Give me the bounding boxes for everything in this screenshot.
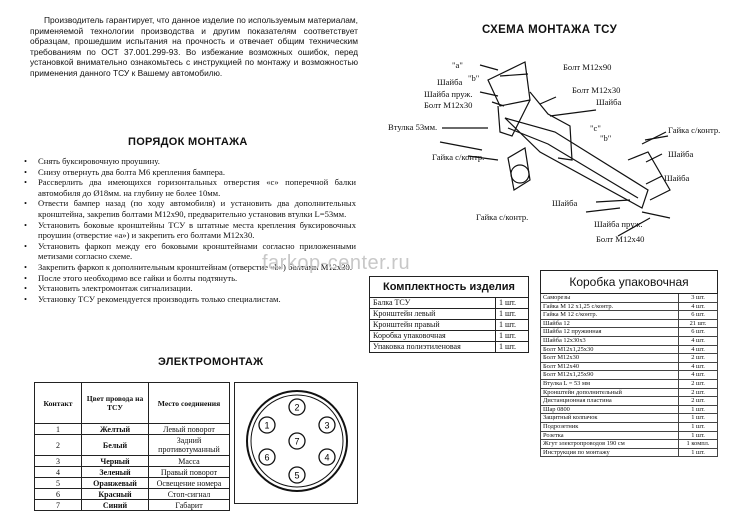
label-bolt-m12x30: Болт М12х30 [572, 85, 621, 95]
main-beam [505, 118, 648, 208]
socket-frame [234, 382, 358, 504]
step-item: • Закрепить фаркоп к дополнительным кронштейнам (отверстие «b») болтами М12х30. [22, 262, 356, 273]
step-item: • Установить боковые кронштейны ТСУ в штатные места крепления буксировочных проушин (отверстие «а») и закрепить его болтами М12х30. [22, 220, 356, 241]
item-cell: Гайка М 12 х1,25 с/контр. [541, 302, 679, 311]
color-cell: Черный [82, 456, 149, 467]
label-point-b2: "b" [600, 133, 612, 143]
qty-cell: 2 шт. [679, 379, 718, 388]
item-cell: Розетка [541, 431, 679, 440]
socket-pin [259, 417, 275, 433]
table-row [541, 294, 718, 303]
socket-diagram [235, 383, 357, 503]
table-row [541, 422, 718, 431]
table-row [35, 489, 230, 500]
label-nut: Гайка с/контр. [476, 212, 529, 222]
label-point-c: "с" [590, 123, 601, 133]
item-cell: Шар 0800 [541, 405, 679, 414]
table-row [541, 414, 718, 423]
step-item: • Отвести бампер назад (по ходу автомобиля) и установить два дополнительных кронштейна, закрепив болтами М12х90, предварительно установив втулки L=53мм. [22, 198, 356, 219]
item-cell: Кронштейн дополнительный [541, 388, 679, 397]
qty-cell: 4 шт. [679, 302, 718, 311]
place-cell: Правый поворот [149, 467, 230, 478]
step-item: • Установить электромонтаж сигнализации. [22, 283, 356, 294]
intro-text: Производитель гарантирует, что данное изделие по используемым материалам, применяемой технологии производства и другим показателям соответствует образцам, прошедшим испытания на прочность и отвечает общим техническим требованиям по ОСТ 37.001.299-93. Во избежание возможных ошибок, перед установкой внимательно ознакомьтесь с инструкцией по монтажу и возможностью применения данного ТСУ к Вашему автомобилю. [30, 15, 358, 78]
place-cell: Стоп-сигнал [149, 489, 230, 500]
kit-title: Комплектность изделия [370, 277, 529, 298]
table-row [541, 431, 718, 440]
table-row [541, 354, 718, 363]
socket-pin [289, 467, 305, 483]
place-cell: Масса [149, 456, 230, 467]
pin-cell: 2 [35, 435, 82, 456]
pin-cell: 4 [35, 467, 82, 478]
mounting-steps [22, 156, 356, 304]
step-item: • После этого необходимо все гайки и болты подтянуть. [22, 273, 356, 284]
qty-cell: 1 компл. [679, 440, 718, 449]
qty-cell: 21 шт. [679, 319, 718, 328]
ball-mount [508, 148, 530, 190]
qty-cell: 1 шт. [679, 422, 718, 431]
item-cell: Кронштейн правый [370, 320, 496, 331]
label-point-b: "b" [468, 73, 480, 83]
qty-cell: 6 шт. [679, 311, 718, 320]
pin-cell: 3 [35, 456, 82, 467]
table-row [35, 478, 230, 489]
table-row [541, 328, 718, 337]
table-row [541, 405, 718, 414]
qty-cell: 4 шт. [679, 336, 718, 345]
label-bolt-m12x30: Болт М12х30 [424, 100, 473, 110]
item-cell: Инструкция по монтажу [541, 448, 679, 457]
qty-cell: 1 шт. [496, 320, 529, 331]
electro-title: ЭЛЕКТРОМОНТАЖ [158, 356, 264, 368]
item-cell: Кронштейн левый [370, 309, 496, 320]
step-item: • Установить фаркоп между его боковыми кронштейнами согласно приложенными метизами согласно схеме. [22, 241, 356, 262]
table-row [370, 331, 529, 342]
watermark: farkop-center.ru [262, 252, 411, 274]
color-cell: Красный [82, 489, 149, 500]
item-cell: Болт М12х1,25х90 [541, 371, 679, 380]
socket-pin [319, 417, 335, 433]
pin-number: 5 [294, 470, 300, 481]
qty-cell: 1 шт. [496, 309, 529, 320]
item-cell: Шайба 12 [541, 319, 679, 328]
item-cell: Балка ТСУ [370, 298, 496, 309]
step-item: • Снять буксировочную проушину. [22, 156, 356, 167]
wiring-table [34, 382, 230, 511]
item-cell: Дистанционная пластина [541, 397, 679, 406]
table-row [541, 302, 718, 311]
box-title: Коробка упаковочная [541, 271, 718, 294]
item-cell: Шайба 12 пружинная [541, 328, 679, 337]
item-cell: Защитный колпачок [541, 414, 679, 423]
label-washer: Шайба [668, 149, 694, 159]
table-row [35, 456, 230, 467]
qty-cell: 4 шт. [679, 362, 718, 371]
item-cell: Шайба 12х30х3 [541, 336, 679, 345]
pin-cell: 6 [35, 489, 82, 500]
pin-cell: 7 [35, 500, 82, 511]
step-item: • Рассверлить два имеющихся горизонтальных отверстия «с» поперечной балки автомобиля до Ø18мм. на глубину не более 10мм. [22, 177, 356, 198]
table-row [35, 424, 230, 435]
qty-cell: 1 шт. [679, 431, 718, 440]
color-cell: Зеленый [82, 467, 149, 478]
pin-number: 6 [264, 452, 270, 463]
label-washer: Шайба [664, 173, 690, 183]
table-header-row [541, 271, 718, 294]
label-washer: Шайба [596, 97, 622, 107]
column-header: Место соединения [149, 383, 230, 424]
bolt [642, 212, 670, 218]
item-cell: Коробка упаковочная [370, 331, 496, 342]
socket-pin [319, 449, 335, 465]
table-row [370, 342, 529, 353]
qty-cell: 1 шт. [679, 414, 718, 423]
qty-cell: 1 шт. [679, 448, 718, 457]
label-washer-spring: Шайба пруж. [594, 219, 643, 229]
table-row [370, 320, 529, 331]
item-cell: Болт М12х40 [541, 362, 679, 371]
item-cell: Саморезы [541, 294, 679, 303]
place-cell: Освещение номера [149, 478, 230, 489]
color-cell: Оранжевый [82, 478, 149, 489]
table-row [541, 336, 718, 345]
socket-pin [289, 433, 305, 449]
color-cell: Желтый [82, 424, 149, 435]
color-cell: Белый [82, 435, 149, 456]
table-row [541, 379, 718, 388]
qty-cell: 3 шт. [679, 294, 718, 303]
item-cell: Болт М12х30 [541, 354, 679, 363]
item-cell: Болт М12х1,25х30 [541, 345, 679, 354]
socket-pin [259, 449, 275, 465]
pin-number: 4 [324, 452, 330, 463]
table-row [35, 467, 230, 478]
table-header-row [370, 277, 529, 298]
qty-cell: 4 шт. [679, 371, 718, 380]
tow-ball [511, 165, 529, 183]
table-row [35, 435, 230, 456]
qty-cell: 2 шт. [679, 354, 718, 363]
item-cell: Жгут электропроводов 190 см [541, 440, 679, 449]
label-bolt-m12x90: Болт М12х90 [563, 62, 612, 72]
label-bolt-m12x40: Болт М12х40 [596, 234, 645, 244]
place-cell: Левый поворот [149, 424, 230, 435]
pin-cell: 5 [35, 478, 82, 489]
item-cell: Упаковка полиэтиленовая [370, 342, 496, 353]
label-washer: Шайба [437, 77, 463, 87]
box-contents-table [540, 270, 718, 457]
item-cell: Гайка М 12 с/контр. [541, 311, 679, 320]
pin-cell: 1 [35, 424, 82, 435]
item-cell: Втулка L = 53 мм [541, 379, 679, 388]
center-plate [530, 92, 572, 160]
qty-cell: 1 шт. [496, 298, 529, 309]
qty-cell: 1 шт. [496, 342, 529, 353]
table-row [541, 388, 718, 397]
label-nut: Гайка с/контр. [668, 125, 721, 135]
pin-number: 7 [294, 436, 300, 447]
place-cell: Задний противотуманный [149, 435, 230, 456]
step-item: • Снизу отвернуть два болта М6 крепления бампера. [22, 167, 356, 178]
column-header: Цвет провода на ТСУ [82, 383, 149, 424]
pin-number: 2 [294, 402, 300, 413]
order-title: ПОРЯДОК МОНТАЖА [128, 136, 248, 148]
table-row [541, 345, 718, 354]
item-cell: Подрозетник [541, 422, 679, 431]
scheme-title: СХЕМА МОНТАЖА ТСУ [482, 24, 618, 36]
qty-cell: 6 шт. [679, 328, 718, 337]
label-washer: Шайба [552, 198, 578, 208]
step-item: • Установку ТСУ рекомендуется производить только специалистам. [22, 294, 356, 305]
table-row [541, 371, 718, 380]
pin-number: 1 [264, 420, 270, 431]
table-row [541, 397, 718, 406]
table-row [541, 440, 718, 449]
label-point-a: "а" [452, 60, 463, 70]
socket-pin [289, 399, 305, 415]
table-row [370, 309, 529, 320]
table-row [541, 448, 718, 457]
pin-number: 3 [324, 420, 330, 431]
table-row [541, 311, 718, 320]
qty-cell: 1 шт. [496, 331, 529, 342]
label-washer-spring: Шайба пруж. [424, 89, 473, 99]
bolt [480, 65, 498, 70]
label-sleeve: Втулка 53мм. [388, 122, 438, 132]
qty-cell: 2 шт. [679, 388, 718, 397]
qty-cell: 4 шт. [679, 345, 718, 354]
table-row [541, 362, 718, 371]
hitch-diagram [380, 40, 720, 250]
table-header-row [35, 383, 230, 424]
label-nut: Гайка с/контр. [432, 152, 485, 162]
qty-cell: 1 шт. [679, 405, 718, 414]
color-cell: Синий [82, 500, 149, 511]
bolt [440, 142, 482, 150]
table-row [370, 298, 529, 309]
place-cell: Габарит [149, 500, 230, 511]
table-row [35, 500, 230, 511]
qty-cell: 2 шт. [679, 397, 718, 406]
kit-table [369, 276, 529, 353]
column-header: Контакт [35, 383, 82, 424]
table-row [541, 319, 718, 328]
